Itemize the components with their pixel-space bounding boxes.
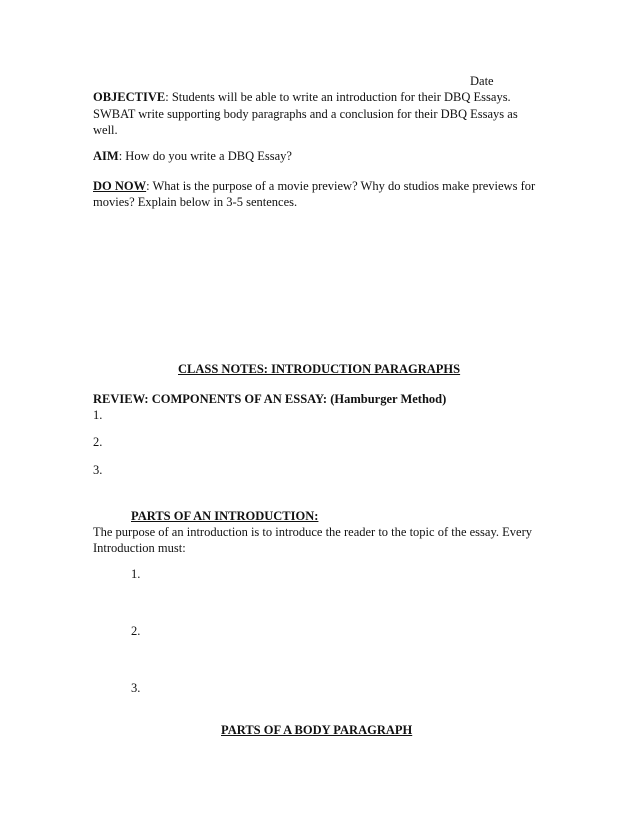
do-now-text-1: : What is the purpose of a movie preview? Why do studios make previews for [146, 179, 536, 193]
intro-purpose-line-1: The purpose of an introduction is to introduce the reader to the topic of the essay. Every [93, 525, 532, 539]
aim-text: : How do you write a DBQ Essay? [118, 149, 292, 163]
body-paragraph-heading: PARTS OF A BODY PARAGRAPH [221, 723, 413, 737]
intro-purpose-line-2: Introduction must: [93, 541, 186, 555]
review-item-3: 3. [93, 463, 103, 477]
aim-line [93, 148, 292, 165]
do-now-label: DO NOW [93, 179, 147, 193]
aim-label: AIM [93, 149, 119, 163]
objective-text-1: : Students will be able to write an introduction for their DBQ Essays. [165, 90, 511, 104]
objective-line-1 [93, 89, 511, 106]
date-label: Date [470, 74, 494, 88]
objective-line-3: well. [93, 123, 118, 137]
review-item-1: 1. [93, 408, 103, 422]
objective-label: OBJECTIVE [93, 90, 166, 104]
intro-item-1: 1. [131, 567, 141, 581]
review-heading: REVIEW: COMPONENTS OF AN ESSAY: (Hamburger Method) [93, 392, 447, 406]
objective-line-2: SWBAT write supporting body paragraphs and a conclusion for their DBQ Essays as [93, 107, 518, 121]
intro-item-2: 2. [131, 624, 141, 638]
class-notes-title: CLASS NOTES: INTRODUCTION PARAGRAPHS [178, 362, 461, 376]
do-now-line-1 [93, 178, 535, 195]
do-now-line-2: movies? Explain below in 3-5 sentences. [93, 195, 298, 209]
intro-item-3: 3. [131, 681, 141, 695]
intro-parts-heading: PARTS OF AN INTRODUCTION: [131, 509, 319, 523]
review-item-2: 2. [93, 435, 103, 449]
